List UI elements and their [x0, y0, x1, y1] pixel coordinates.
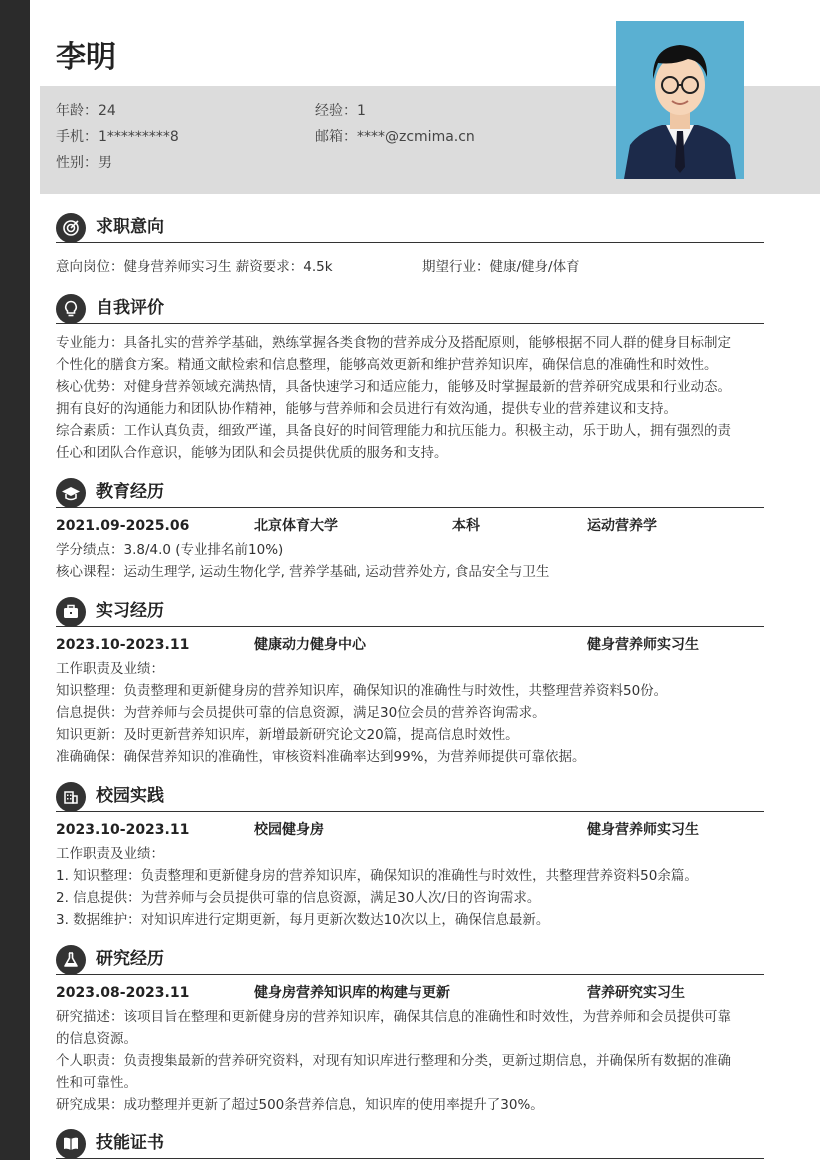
briefcase-icon: [56, 597, 86, 627]
graduation-cap-icon: [56, 478, 86, 508]
research-line: 性和可靠性。: [56, 1075, 137, 1091]
internship-line: 信息提供：为营养师与会员提供可靠的信息资源，满足30位会员的营养咨询需求。: [56, 705, 546, 721]
gender-field: 性别：男: [56, 155, 112, 171]
self-eval-line: 个性化的膳食方案。精通文献检索和信息整理，能够高效更新和维护营养知识库，确保信息的准确性和时效性。: [56, 357, 718, 373]
section-header-campus: [56, 782, 764, 812]
experience-field: 经验：1: [315, 103, 366, 119]
education-school: 北京体育大学: [254, 518, 338, 534]
campus-line: 工作职责及业绩：: [56, 846, 164, 862]
internship-period: 2023.10-2023.11: [56, 637, 190, 653]
section-header-intent: [56, 213, 764, 243]
internship-line: 知识更新：及时更新营养知识库，新增最新研究论文20篇，提高信息时效性。: [56, 727, 519, 743]
section-header-self-eval: [56, 294, 764, 324]
education-major: 运动营养学: [587, 518, 657, 534]
research-line: 的信息资源。: [56, 1031, 137, 1047]
self-eval-line: 拥有良好的沟通能力和团队协作精神，能够与营养师和会员进行有效沟通，提供专业的营养建议和支持。: [56, 401, 677, 417]
section-header-research: [56, 945, 764, 975]
education-period: 2021.09-2025.06: [56, 518, 190, 534]
lightbulb-icon: [56, 294, 86, 324]
self-eval-line: 任心和团队合作意识，能够为团队和会员提供优质的服务和支持。: [56, 445, 448, 461]
self-eval-line: 核心优势：对健身营养领域充满热情，具备快速学习和适应能力，能够及时掌握最新的营养研究成果和行业动态。: [56, 379, 731, 395]
intent-industry: 期望行业：健康/健身/体育: [422, 259, 580, 275]
section-title: 教育经历: [96, 482, 164, 502]
internship-line: 准确确保：确保营养知识的准确性，审核资料准确率达到99%，为营养师提供可靠依据。: [56, 749, 586, 765]
research-line: 研究描述：该项目旨在整理和更新健身房的营养知识库，确保其信息的准确性和时效性，为营养师和会员提供可靠: [56, 1009, 731, 1025]
email-field: 邮箱：****@zcmima.cn: [315, 129, 475, 145]
building-icon: [56, 782, 86, 812]
section-title: 求职意向: [96, 217, 164, 237]
education-degree: 本科: [452, 518, 480, 534]
research-line: 研究成果：成功整理并更新了超过500条营养信息，知识库的使用率提升了30%。: [56, 1097, 544, 1113]
campus-line: 3. 数据维护：对知识库进行定期更新，每月更新次数达10次以上，确保信息最新。: [56, 912, 550, 928]
intent-salary: 薪资要求：4.5k: [235, 259, 333, 275]
phone-field: 手机：1*********8: [56, 129, 179, 145]
section-header-skills: [56, 1129, 764, 1159]
age-field: 年龄：24: [56, 103, 116, 119]
section-header-internship: [56, 597, 764, 627]
profile-photo: [616, 21, 744, 179]
section-title: 实习经历: [96, 601, 164, 621]
campus-period: 2023.10-2023.11: [56, 822, 190, 838]
target-icon: [56, 213, 86, 243]
intent-position: 意向岗位：健身营养师实习生: [56, 259, 232, 275]
section-title: 自我评价: [96, 298, 164, 318]
internship-role: 健身营养师实习生: [587, 637, 699, 653]
research-project: 健身房营养知识库的构建与更新: [254, 985, 450, 1001]
sidebar-strip: [0, 0, 30, 1160]
campus-role: 健身营养师实习生: [587, 822, 699, 838]
internship-line: 知识整理：负责整理和更新健身房的营养知识库，确保知识的准确性与时效性，共整理营养资料50份。: [56, 683, 668, 699]
book-icon: [56, 1129, 86, 1159]
section-title: 校园实践: [96, 786, 164, 806]
campus-line: 1. 知识整理：负责整理和更新健身房的营养知识库，确保知识的准确性与时效性，共整理营养资料50余篇。: [56, 868, 698, 884]
candidate-name: 李明: [56, 40, 116, 75]
research-line: 个人职责：负责搜集最新的营养研究资料，对现有知识库进行整理和分类，更新过期信息，并确保所有数据的准确: [56, 1053, 731, 1069]
internship-line: 工作职责及业绩：: [56, 661, 164, 677]
research-period: 2023.08-2023.11: [56, 985, 190, 1001]
flask-icon: [56, 945, 86, 975]
self-eval-line: 专业能力：具备扎实的营养学基础，熟练掌握各类食物的营养成分及搭配原则，能够根据不同人群的健身目标制定: [56, 335, 731, 351]
section-title: 研究经历: [96, 949, 164, 969]
internship-org: 健康动力健身中心: [254, 637, 366, 653]
campus-org: 校园健身房: [254, 822, 324, 838]
section-title: 技能证书: [96, 1133, 164, 1153]
campus-line: 2. 信息提供：为营养师与会员提供可靠的信息资源，满足30人次/日的咨询需求。: [56, 890, 541, 906]
research-role: 营养研究实习生: [587, 985, 685, 1001]
education-line: 核心课程：运动生理学, 运动生物化学, 营养学基础, 运动营养处方, 食品安全与卫生: [56, 564, 550, 580]
self-eval-line: 综合素质：工作认真负责，细致严谨，具备良好的时间管理能力和抗压能力。积极主动，乐于助人，拥有强烈的责: [56, 423, 731, 439]
education-line: 学分绩点：3.8/4.0 (专业排名前10%): [56, 542, 284, 558]
section-header-education: [56, 478, 764, 508]
